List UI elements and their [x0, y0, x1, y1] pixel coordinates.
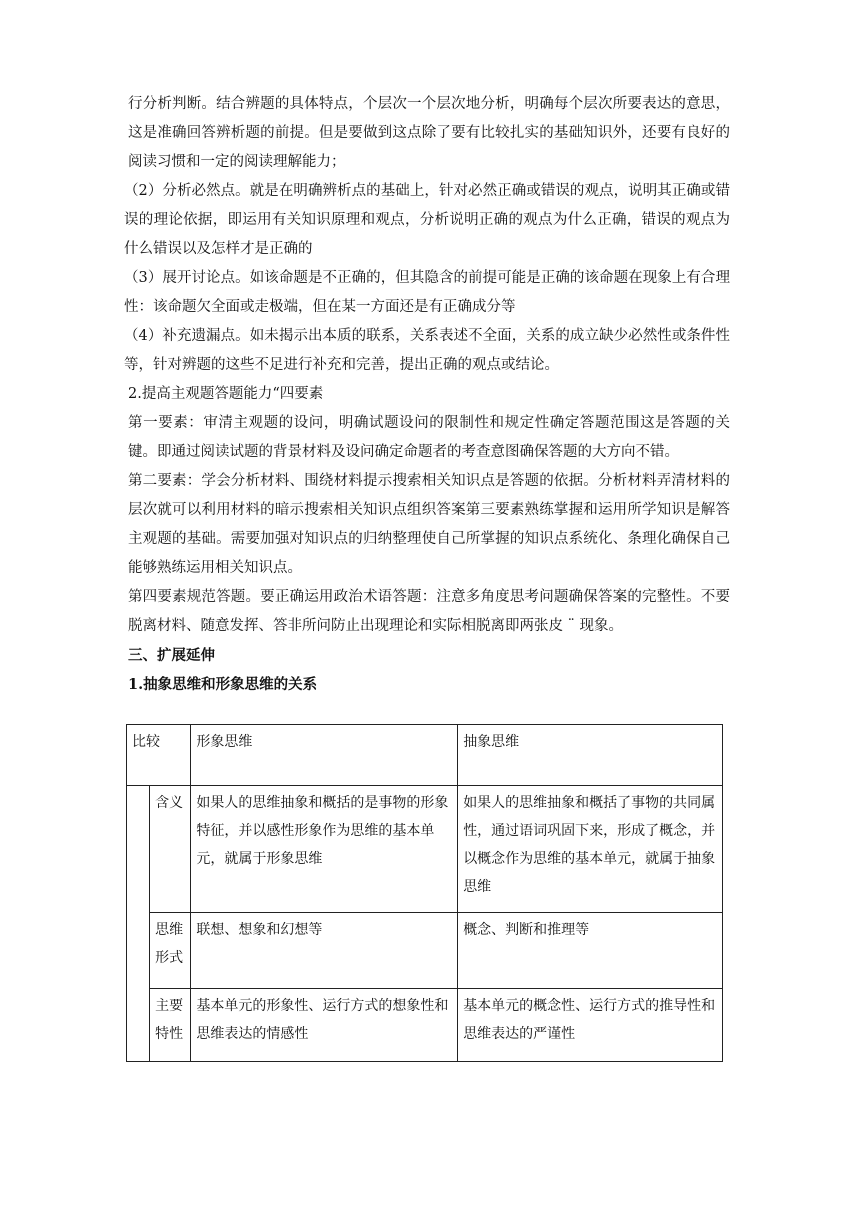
- paragraph: （4）补充遗漏点。如未揭示出本质的联系，关系表述不全面，关系的成立缺少必然性或条件性等，针对辨题的这些不足进行补充和完善，提出正确的观点或结论。: [124, 328, 730, 373]
- paragraph: （2）分析必然点。就是在明确辨析点的基础上，针对必然正确或错误的观点，说明其正确或错误的理论依据，即运用有关知识原理和观点，分析说明正确的观点为什么正确，错误的观点为什么错误以及怎样才是正确的: [124, 183, 730, 257]
- table-cell: 如果人的思维抽象和概括的是事物的形象特征，并以感性形象作为思维的基本单元，就属于形象思维: [191, 786, 458, 913]
- paragraph: （3）展开讨论点。如该命题是不正确的，但其隐含的前提可能是正确的该命题在现象上有合理性：该命题欠全面或走极端，但在某一方面还是有正确成分等: [124, 270, 730, 315]
- table-row: [127, 913, 723, 989]
- paragraph: 行分析判断。结合辨题的具体特点，个层次一个层次地分析，明确每个层次所要表达的意思，这是准确回答辨析题的前提。但是要做到这点除了要有比较扎实的基础知识外，还要有良好的阅读习惯和一定的阅读理解能力；: [128, 96, 730, 170]
- table-cell: 概念、判断和推理等: [458, 913, 723, 989]
- header-cell: 比较: [127, 725, 191, 786]
- table-cell: 如果人的思维抽象和概括了事物的共同属性，通过语词巩固下来，形成了概念，并以概念作为思维的基本单元，就属于抽象思维: [458, 786, 723, 913]
- header-cell: 形象思维: [191, 725, 458, 786]
- section-heading: 三、扩展延伸: [128, 647, 215, 664]
- blank-merged-cell: [127, 786, 150, 1062]
- table-cell: 基本单元的概念性、运行方式的推导性和思维表达的严谨性: [458, 989, 723, 1062]
- subheading: 1.抽象思维和形象思维的关系: [128, 676, 318, 693]
- row-label: 主要特性: [150, 989, 191, 1062]
- paragraph: 第一要素：审清主观题的设问，明确试题设问的限制性和规定性确定答题范围这是答题的关键。即通过阅读试题的背景材料及设问确定命题者的考查意图确保答题的大方向不错。: [128, 415, 730, 460]
- paragraph: 第二要素：学会分析材料、围绕材料提示搜索相关知识点是答题的依据。分析材料弄清材料的层次就可以利用材料的暗示搜索相关知识点组织答案第三要素熟练掌握和运用所学知识是解答主观题的基础。需要加强对知识点的归纳整理使自己所掌握的知识点系统化、条理化确保自己能够熟练运用相关知识点。: [128, 473, 730, 576]
- document-body: [124, 90, 730, 699]
- row-label: 含义: [150, 786, 191, 913]
- header-cell: 抽象思维: [458, 725, 723, 786]
- row-label: 思维形式: [150, 913, 191, 989]
- paragraph: 2.提高主观题答题能力“四要素: [128, 386, 324, 402]
- table-cell: 基本单元的形象性、运行方式的想象性和思维表达的情感性: [191, 989, 458, 1062]
- comparison-table: [126, 724, 723, 1062]
- table-cell: 联想、想象和幻想等: [191, 913, 458, 989]
- table-row: [127, 786, 723, 913]
- paragraph: 第四要素规范答题。要正确运用政治术语答题：注意多角度思考问题确保答案的完整性。不要脱离材料、随意发挥、答非所问防止出现理论和实际相脱离即两张皮 ¨ 现象。: [128, 589, 730, 634]
- table-header-row: [127, 725, 723, 786]
- table-row: [127, 989, 723, 1062]
